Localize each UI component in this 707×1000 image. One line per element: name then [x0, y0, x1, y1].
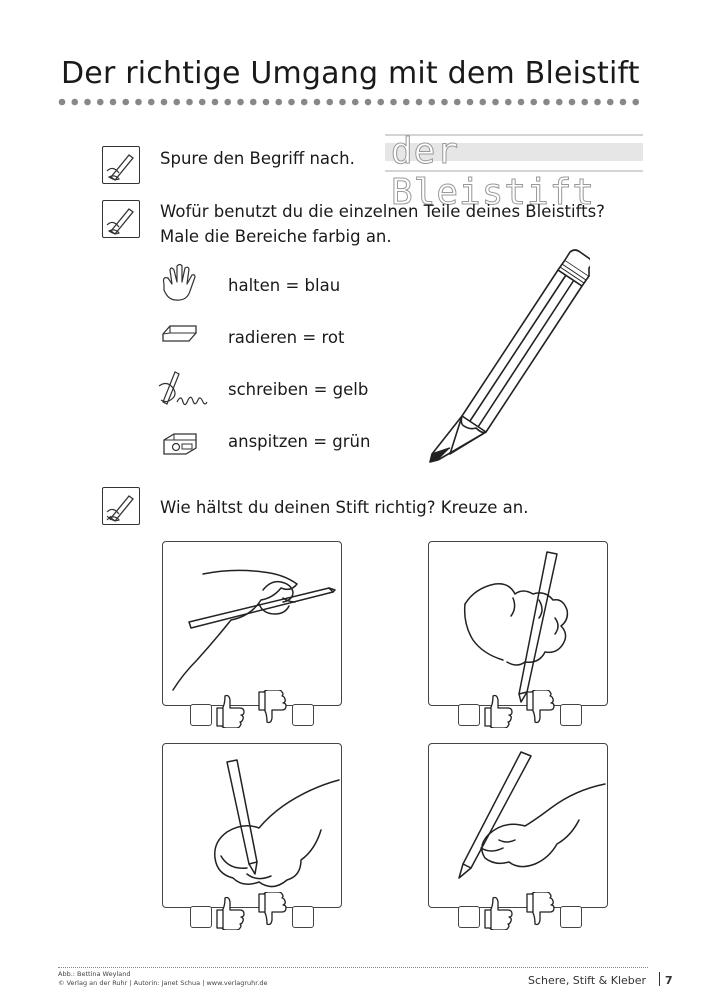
trace-word-box[interactable]: [385, 131, 643, 213]
eraser-icon: [160, 322, 200, 344]
legend-label: halten = blau: [228, 276, 341, 295]
pencil-task-icon: [102, 200, 140, 238]
thumbs-down-checkbox[interactable]: [560, 704, 582, 726]
thumbs-up-checkbox[interactable]: [458, 906, 480, 928]
trace-word: der Bleistift: [391, 131, 596, 213]
legend-label: anspitzen = grün: [228, 432, 371, 451]
legend-label: schreiben = gelb: [228, 380, 369, 399]
thumbs-down-icon: [525, 892, 557, 928]
pencil-task-icon: [102, 487, 140, 525]
pencil-illustration[interactable]: [420, 248, 590, 466]
task1-text: Spure den Begriff nach.: [160, 149, 355, 168]
grip-option-card: [162, 743, 342, 908]
thumbs-up-checkbox[interactable]: [458, 704, 480, 726]
footer-separator: [659, 972, 660, 986]
dotted-divider: [58, 97, 648, 107]
task3-text: Wie hältst du deinen Stift richtig? Kreuze an.: [160, 498, 529, 517]
footer-credit: Abb.: Bettina Weyland: [58, 970, 131, 978]
thumbs-down-icon: [257, 892, 289, 928]
sharpener-icon: [160, 430, 200, 456]
grip-option-card: [162, 541, 342, 706]
grip-option-card: [428, 743, 608, 908]
thumbs-down-checkbox[interactable]: [560, 906, 582, 928]
thumbs-up-checkbox[interactable]: [190, 906, 212, 928]
thumbs-down-icon: [257, 690, 289, 726]
footer-credit: © Verlag an der Ruhr | Autorin: Janet Schua | www.verlagruhr.de: [58, 979, 268, 987]
thumbs-up-icon: [483, 692, 515, 728]
grip-option-card: [428, 541, 608, 706]
thumbs-up-icon: [483, 894, 515, 930]
thumbs-down-checkbox[interactable]: [292, 704, 314, 726]
legend-label: radieren = rot: [228, 328, 345, 347]
thumbs-down-checkbox[interactable]: [292, 906, 314, 928]
pencil-task-icon: [102, 146, 140, 184]
footer-divider: [58, 967, 648, 969]
thumbs-up-checkbox[interactable]: [190, 704, 212, 726]
book-title: Schere, Stift & Kleber: [528, 974, 647, 987]
page-number: 7: [665, 974, 673, 987]
task2-line1: Wofür benutzt du die einzelnen Teile deines Bleistifts?: [160, 202, 605, 221]
thumbs-up-icon: [215, 894, 247, 930]
thumbs-up-icon: [215, 692, 247, 728]
thumbs-down-icon: [525, 690, 557, 726]
task2-line2: Male die Bereiche farbig an.: [160, 227, 392, 246]
writing-hand-icon: [157, 366, 215, 410]
page-title: Der richtige Umgang mit dem Bleistift: [61, 56, 640, 91]
hand-icon: [158, 262, 204, 304]
